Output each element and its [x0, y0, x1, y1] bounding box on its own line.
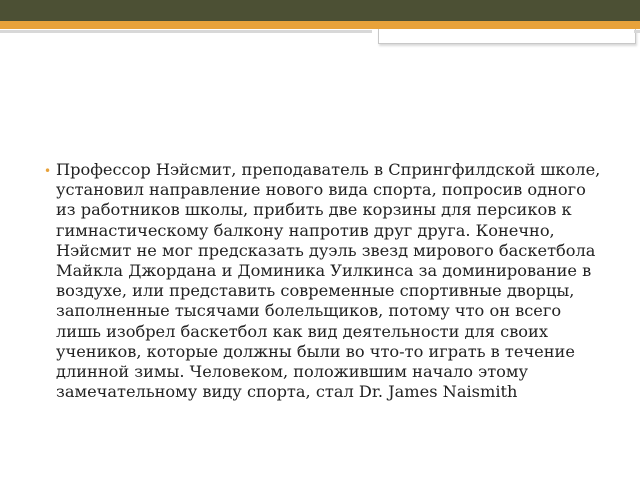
header-divider-line [0, 30, 372, 33]
bullet-item [44, 160, 604, 402]
slide-content [44, 160, 604, 402]
header-dark-band [0, 0, 640, 21]
header-tab-box [378, 29, 636, 44]
bullet-text: Профессор Нэйсмит, преподаватель в Спрингфилдской школе, установил направление нового вида спорта, попросив одного из работников школы, прибить две корзины для персиков к гимнастическому балкону напротив друг друга. Конечно, Нэйсмит не мог предсказать дуэль звезд мирового баскетбола Майкла Джордана и Доминика Уилкинса за доминирование в воздухе, или представить современные спортивные дворцы, заполненные тысячами болельщиков, потому что он всего лишь изобрел баскетбол как вид деятельности для своих учеников, которые должны были во что-то играть в течение длинной зимы. Человеком, положившим начало этому замечательному виду спорта, стал Dr. James Naismith [56, 160, 601, 402]
bullet-icon: • [44, 164, 52, 178]
header-accent-band [0, 21, 640, 29]
header-divider-line-right [634, 30, 640, 33]
